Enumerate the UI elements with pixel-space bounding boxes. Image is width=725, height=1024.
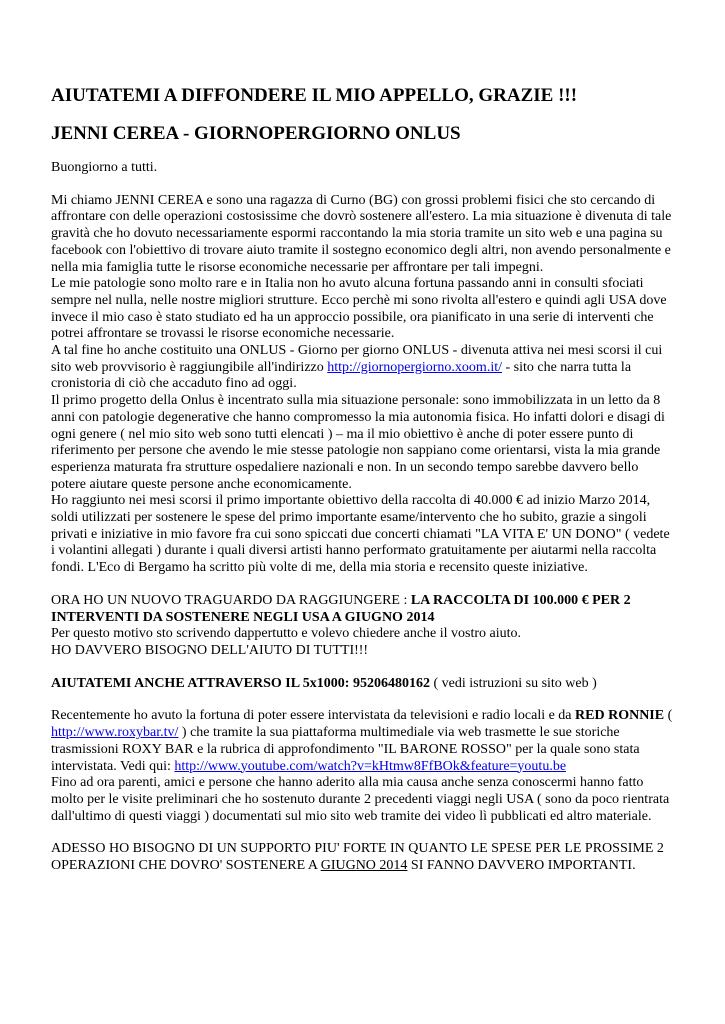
5x1000-code: AIUTATEMI ANCHE ATTRAVERSO IL 5x1000: 95206480162: [51, 675, 430, 691]
paragraph-support: Fino ad ora parenti, amici e persone che hanno aderito alla mia causa anche senza conoscermi hanno fatto molto per le visite preliminari che ho sostenuto durante 2 precedenti viaggi negli USA ( sono da poco rientrata dall'ultimo di questi viaggi ) documentati sul mio sito web tramite dei video lì pubblicati ed altro materiale.: [51, 775, 670, 824]
paragraph-5x1000: [51, 676, 673, 693]
media-red-ronnie: RED RONNIE: [575, 708, 665, 724]
paragraph-goal: [51, 593, 673, 626]
document-page: [51, 84, 673, 875]
media-text-a: Recentemente ho avuto la fortuna di poter essere intervistata da televisioni e radio locali e da: [51, 708, 576, 724]
onlus-text-b: - sito che narra tutta la cronistoria di ciò che accaduto fino ad oggi.: [51, 359, 632, 392]
greeting: Buongiorno a tutti.: [51, 160, 158, 175]
paragraph-final: [51, 841, 673, 874]
paragraph-fundraising: Ho raggiunto nei mesi scorsi il primo importante obiettivo della raccolta di 40.000 € ad inizio Marzo 2014, soldi utilizzati per sostenere le spese del primo importante esame/intervento che ho subito, grazie a singoli privati e iniziative in mio favore fra cui sono spiccati due concerti chiamati "LA VITA E' UN DONO" ( vedete i volantini allegati ) durante i quali diversi artisti hanno performato gratuitamente per aiutarmi nella raccolta fondi. L'Eco di Bergamo ha scritto più volte di me, della mia storia e recensito queste iniziative.: [51, 493, 670, 576]
final-text-b: SI FANNO DAVVERO IMPORTANTI.: [407, 858, 636, 874]
goal-highlight: LA RACCOLTA DI 100.000 € PER 2 INTERVENTI DA SOSTENERE NEGLI USA A GIUGNO 2014: [51, 592, 631, 625]
onlus-text-a: A tal fine ho anche costituito una ONLUS - Giorno per giorno ONLUS - divenuta attiva nei mesi scorsi il cui sito web provvisorio è raggiungibile all'indirizzo: [51, 343, 663, 375]
media-text-b: (: [664, 708, 673, 724]
final-date: GIUGNO 2014: [320, 858, 408, 874]
goal-text: ORA HO UN NUOVO TRAGUARDO DA RAGGIUNGERE :: [51, 592, 411, 608]
paragraph-intro: Mi chiamo JENNI CEREA e sono una ragazza di Curno (BG) con grossi problemi fisici che sto cercando di affrontare con delle operazioni costosissime che dovrò sostenere all'estero. La mia situazione è divenuta di tale gravità che ho dovuto necessariamente espormi raccontando la mia storia tramite un sito web e una pagina su facebook con l'obiettivo di trovare aiuto tramite il sostegno economico degli altri, non avendo personalmente e nella mia famiglia tutte le risorse economiche necessarie per affrontare per tali impegni.: [51, 192, 672, 275]
paragraph-onlus: [51, 343, 673, 393]
goal-line-2: Per questo motivo sto scrivendo dappertutto e volevo chiedere anche il vostro aiuto.: [51, 626, 522, 642]
page-title: AIUTATEMI A DIFFONDERE IL MIO APPELLO, GRAZIE !!!: [51, 85, 578, 106]
media-text-c: ) che tramite la sua piattaforma multimediale via web trasmette le sue storiche trasmissioni ROXY BAR e la rubrica di approfondimento "IL BARONE ROSSO" per la quale sono stata intervistata. Vedi qui:: [51, 725, 640, 774]
final-text-a: ADESSO HO BISOGNO DI UN SUPPORTO PIU' FORTE IN QUANTO LE SPESE PER LE PROSSIME 2 OPERAZIONI CHE DOVRO' SOSTENERE A: [51, 841, 664, 874]
paragraph-project: Il primo progetto della Onlus è incentrato sulla mia situazione personale: sono immobilizzata in un letto da 8 anni con patologie degenerative che hanno compromesso la mia autonomia fisica. Ho infatti dolori e disagi di ogni genere ( nel mio sito web sono tutti elencati ) – ma il mio obiettivo è anche di poter essere punto di riferimento per persone che avendo le mie stesse patologie non sappiano come orientarsi, vista la mia grande esperienza maturata fra strutture ospedaliere nazionali e non. In un secondo tempo sarebbe davvero bello potere aiutare queste persone anche economicamente.: [51, 393, 665, 492]
page-subtitle: JENNI CEREA - GIORNOPERGIORNO ONLUS: [51, 123, 461, 144]
roxybar-link[interactable]: http://www.roxybar.tv/: [51, 725, 179, 741]
paragraph-pathologies: Le mie patologie sono molto rare e in Italia non ho avuto alcuna fortuna passando anni in consulti sfociati sempre nel nulla, nelle nostre migliori strutture. Ecco perchè mi sono rivolta all'estero e quindi agli USA dove invece il mio caso è stato studiato ed ha un approccio possibile, ora pianificato in una serie di interventi che potrei affrontare se trovassi le risorse economiche necessarie.: [51, 276, 667, 342]
paragraph-media: [51, 708, 673, 775]
5x1000-note: ( vedi istruzioni su sito web ): [429, 675, 597, 691]
goal-line-3: HO DAVVERO BISOGNO DELL'AIUTO DI TUTTI!!!: [51, 642, 369, 658]
onlus-site-link[interactable]: http://giornopergiorno.xoom.it/: [327, 359, 502, 375]
youtube-link[interactable]: http://www.youtube.com/watch?v=kHtmw8FfBOk&feature=youtu.be: [174, 758, 567, 774]
